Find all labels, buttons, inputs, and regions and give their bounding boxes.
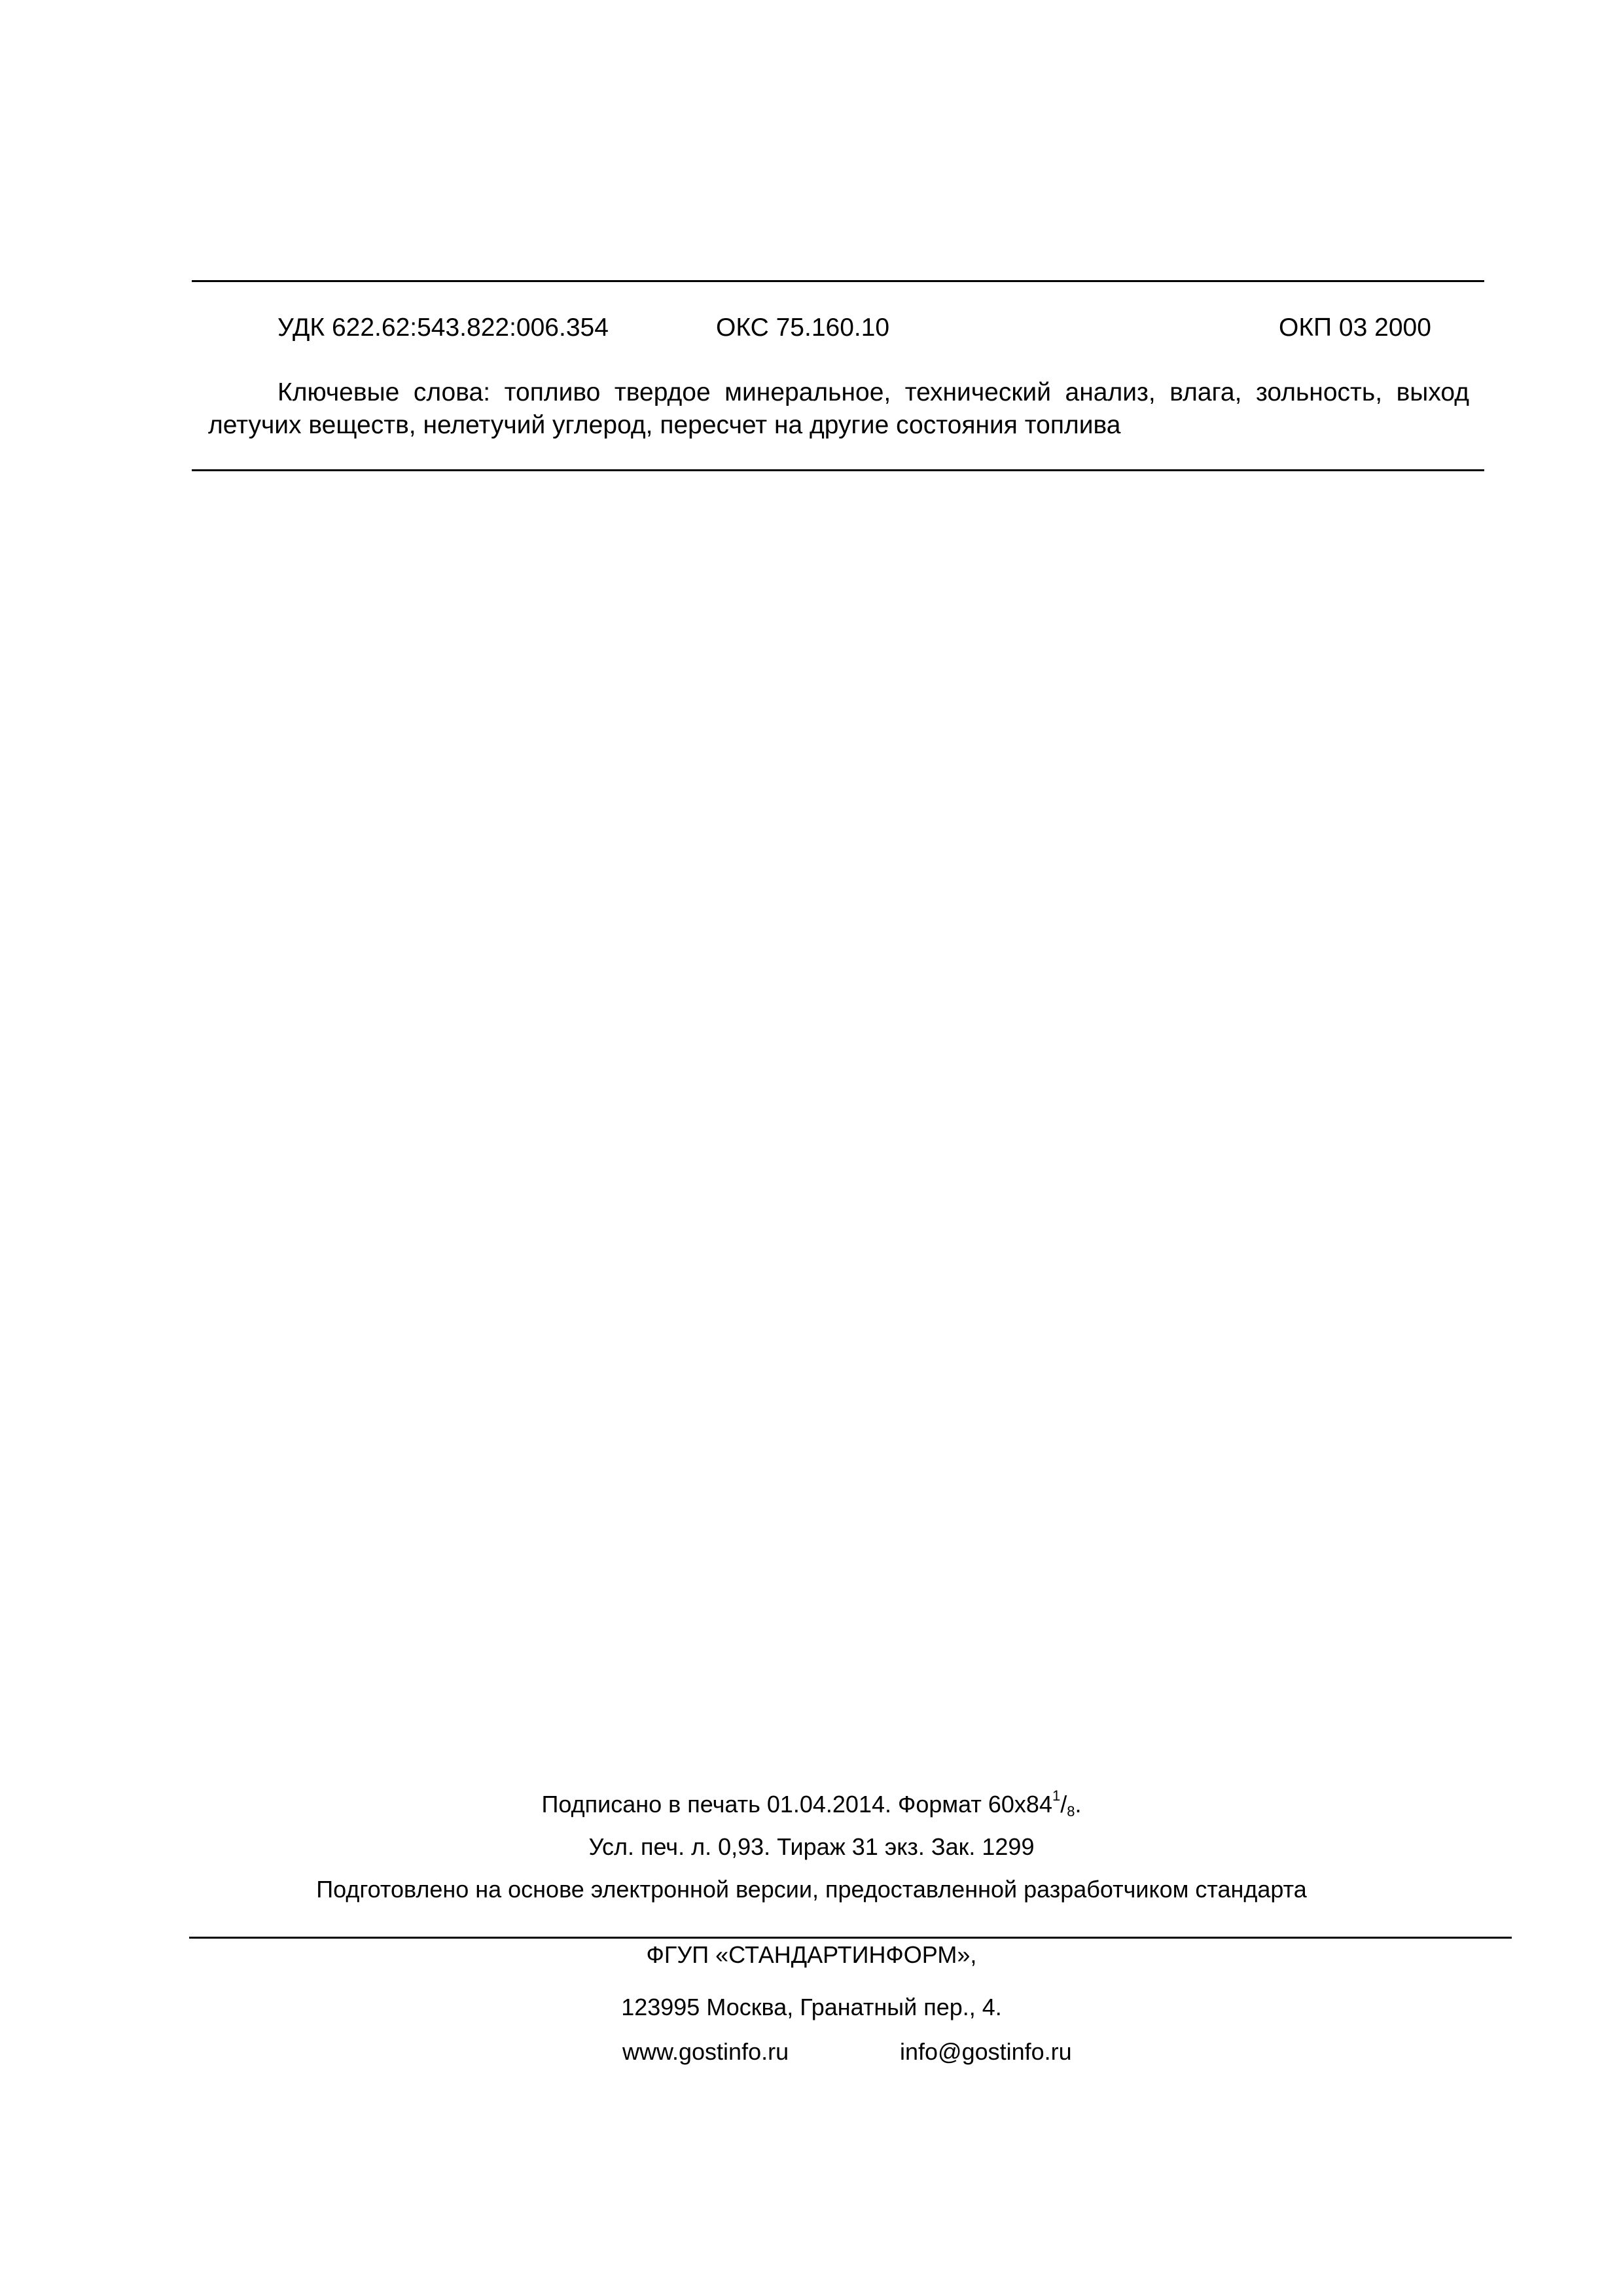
publisher-website-link[interactable]: www.gostinfo.ru [622,2038,789,2065]
format-slash: / [1060,1791,1067,1818]
publisher-email-link[interactable]: info@gostinfo.ru [900,2038,1072,2065]
okp-code: ОКП 03 2000 [1279,314,1431,342]
imprint-signed-line [0,1787,1623,1820]
format-numerator: 1 [1052,1787,1061,1804]
top-rule [192,280,1484,282]
imprint-print-details: Усл. печ. л. 0,93. Тираж 31 экз. Зак. 1299 [588,1833,1035,1860]
udk-code: УДК 622.62:543.822:006.354 [277,314,609,342]
imprint-signed-text: Подписано в печать 01.04.2014. Формат 60x84 [541,1791,1052,1818]
oks-code: ОКС 75.160.10 [716,314,890,342]
publisher-address: 123995 Москва, Гранатный пер., 4. [621,1994,1002,2020]
keywords-paragraph: Ключевые слова: топливо твердое минеральное, технический анализ, влага, зольность, выход летучих веществ, нелетучий углерод, пересчет на другие состояния топлива [208,378,1469,439]
imprint-prepared-note: Подготовлено на основе электронной версии, предоставленной разработчиком стандарта [316,1876,1307,1903]
format-end: . [1075,1791,1082,1818]
footer-rule [189,1937,1512,1939]
format-denominator: 8 [1067,1803,1075,1820]
publisher-name: ФГУП «СТАНДАРТИНФОРМ», [646,1941,977,1968]
keywords-bottom-rule [192,469,1484,471]
